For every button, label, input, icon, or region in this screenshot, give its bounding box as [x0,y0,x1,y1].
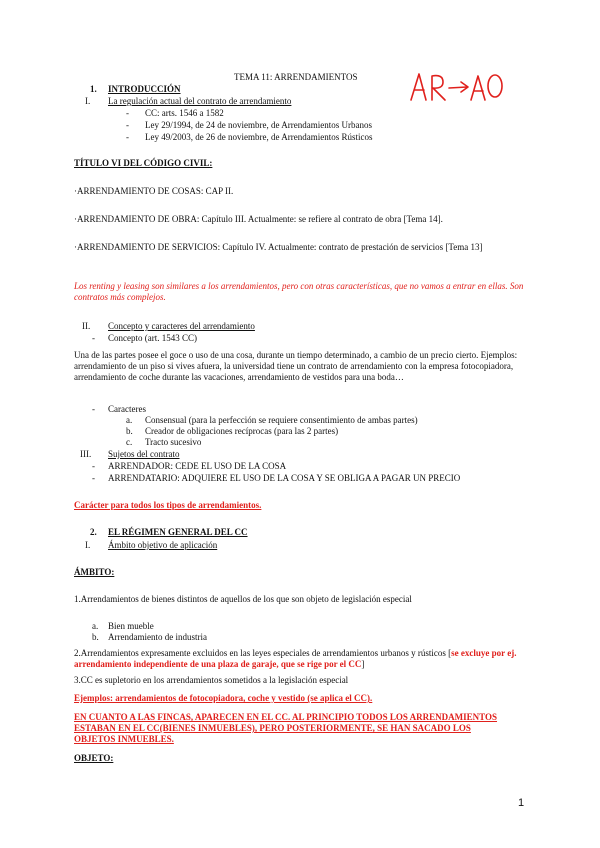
ejemplos-note: Ejemplos: arrendamientos de fotocopiadora, coche y vestido (se aplica el CC). [74,693,373,703]
subsection-2-1-heading: Ámbito objetivo de aplicación [108,540,218,550]
ambito-2-bracket: ] [361,659,365,669]
section-1-number: 1. [90,84,97,94]
section-2-number: 2. [90,527,97,537]
ambito-2-example: se excluye por ej. arrendamiento independiente de una plaza de garaje, que se rige por el CC [74,648,517,669]
arrendamiento-cosas: ·ARRENDAMIENTO DE COSAS: CAP II. [74,186,234,196]
list-letter: a. [92,621,99,631]
page-title: TEMA 11: ARRENDAMIENTOS [234,72,358,82]
list-item: Bien mueble [108,621,154,631]
subsection-1-heading: La regulación actual del contrato de arrendamiento [108,96,292,106]
renting-note: Los renting y leasing son similares a los arrendamientos, pero con otras características, que no vamos a entrar en ellas. Son contratos más complejos. [74,281,524,302]
subsection-2-1-number: I. [85,540,91,550]
subsection-2-heading: Concepto y caracteres del arrendamiento [108,321,255,331]
subsection-1-number: I. [85,96,91,106]
ambito-2 [74,648,526,670]
list-item: ARRENDATARIO: ADQUIERE EL USO DE LA COSA Y SE OBLIGA A PAGAR UN PRECIO [108,473,461,483]
list-bullet: - [126,132,129,142]
list-bullet: - [126,120,129,130]
list-letter: a. [126,415,133,425]
ambito-2-text: 2.Arrendamientos expresamente excluidos en las leyes especiales de arrendamientos urbanos y rústicos [ [74,648,452,658]
ambito-label: ÁMBITO: [74,567,115,577]
list-item: Creador de obligaciones recíprocas (para las 2 partes) [145,426,339,436]
list-letter: b. [126,426,133,436]
caracteres-label: Caracteres [108,404,146,414]
list-item: Ley 29/1994, de 24 de noviembre, de Arrendamientos Urbanos [145,120,372,130]
ambito-3: 3.CC es supletorio en los arrendamientos sometidos a la legislación especial [74,675,349,685]
list-item: Tracto sucesivo [145,437,202,447]
list-item: Consensual (para la perfección se requiere consentimiento de ambas partes) [145,415,418,425]
objeto-label: OBJETO: [74,753,114,763]
list-item: CC: arts. 1546 a 1582 [145,108,224,118]
subsection-2-number: II. [82,321,91,331]
list-bullet: - [126,108,129,118]
arrendamiento-obra: ·ARRENDAMIENTO DE OBRA: Capítulo III. Actualmente: se refiere al contrato de obra [Tema 14]. [74,214,443,224]
list-bullet: - [92,473,95,483]
page-number: 1 [518,797,525,809]
list-item: ARRENDADOR: CEDE EL USO DE LA COSA [108,461,287,471]
arrendamiento-servicios: ·ARRENDAMIENTO DE SERVICIOS: Capítulo IV. Actualmente: contrato de prestación de servicios [Tema 13] [74,242,483,252]
list-bullet: - [92,404,95,414]
handwritten-note [405,68,505,106]
list-bullet: - [92,333,95,343]
list-letter: b. [92,632,99,642]
list-item: Ley 49/2003, de 26 de noviembre, de Arrendamientos Rústicos [145,132,373,142]
concepto-label: Concepto (art. 1543 CC) [108,333,197,343]
subsection-3-heading: Sujetos del contrato [108,449,180,459]
section-1-heading: INTRODUCCIÓN [108,84,181,94]
fincas-note: EN CUANTO A LAS FINCAS, APARECEN EN EL CC. AL PRINCIPIO TODOS LOS ARRENDAMIENTOS ESTABAN EN EL CC(BIENES INMUEBLES), PERO POSTERIORMENTE, SE HAN SACADO LOS OBJETOS INMUEBLES. [74,712,498,744]
section-2-heading: EL RÉGIMEN GENERAL DEL CC [108,527,248,537]
list-bullet: - [92,461,95,471]
subsection-3-number: III. [80,449,92,459]
list-letter: c. [126,437,133,447]
caracter-note: Carácter para todos los tipos de arrendamientos. [74,500,262,510]
ambito-1: 1.Arrendamientos de bienes distintos de aquellos de los que son objeto de legislación especial [74,594,412,604]
list-item: Arrendamiento de industria [108,632,207,642]
concepto-text: Una de las partes posee el goce o uso de una cosa, durante un tiempo determinado, a cambio de un precio cierto. Ejemplos: arrendamiento de un piso si vives afuera, la universidad tiene un contrato de arrendamiento con la empresa fotocopiadora, arrendamiento de coche durante las vacaciones, arrendamiento de vestidos para una boda… [74,350,518,382]
titulo-vi-heading: TÍTULO VI DEL CÓDIGO CIVIL: [74,158,213,168]
